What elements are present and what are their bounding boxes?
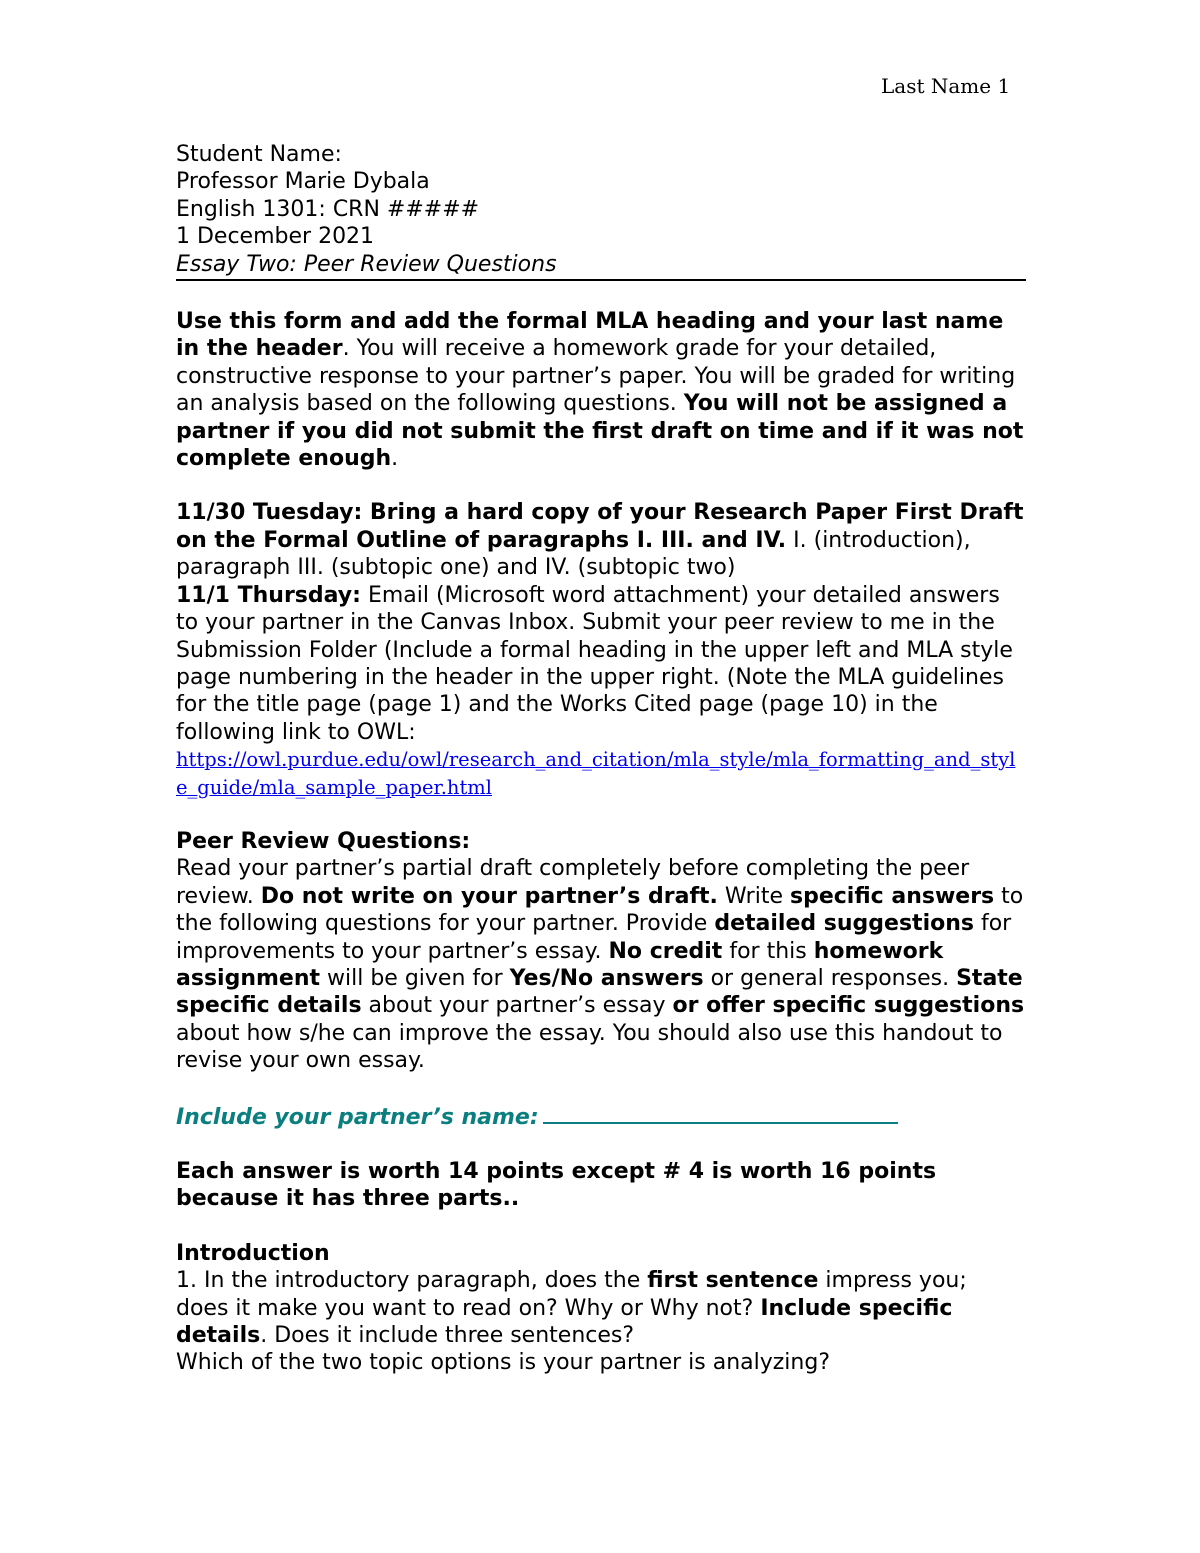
instructions-bold-2: You will not be assigned a partner if you did not submit the first draft on time and if it was not complete enough bbox=[176, 391, 1024, 472]
student-name-line: Student Name: bbox=[176, 142, 342, 167]
schedule-thursday-bold: 11/1 Thursday: bbox=[176, 582, 361, 608]
peer-review-text: about how s/he can improve the essay. You should also use this handout to revise your own essay. bbox=[176, 1020, 1003, 1074]
professor-line: Professor Marie Dybala bbox=[176, 169, 430, 195]
date-line: 1 December 2021 bbox=[176, 224, 375, 250]
question-text: . Does it include three sentences? bbox=[260, 1323, 635, 1349]
points-statement: Each answer is worth 14 points except # 4 is worth 16 points because it has three parts.. bbox=[176, 1159, 937, 1212]
peer-review-bold: specific answers bbox=[790, 883, 995, 909]
peer-review-heading: Peer Review Questions: bbox=[176, 828, 471, 854]
peer-review-text: for improvements to your partner’s essay. bbox=[176, 911, 1012, 964]
owl-link[interactable]: https://owl.purdue.edu/owl/research_and_citation/mla_style/mla_formatting_and_style_guide/mla_sample_paper.html bbox=[176, 748, 1016, 799]
partner-name-line bbox=[176, 1102, 1026, 1131]
peer-review-bold: detailed suggestions bbox=[714, 911, 974, 937]
schedule-tuesday-text: I. (introduction), paragraph III. (subtopic one) and IV. (subtopic two) bbox=[176, 527, 971, 581]
spacer bbox=[176, 1213, 1026, 1240]
peer-review-text: Read your partner’s partial draft completely before completing the peer review. bbox=[176, 856, 970, 909]
question-text: 1. In the introductory paragraph, does the bbox=[176, 1268, 648, 1294]
instructions-text-1: . You will receive a homework grade for your detailed, constructive response to your partner’s paper. You will be graded for writing an analysis based on the following questions. bbox=[176, 336, 1016, 417]
peer-review-text: for this bbox=[722, 938, 814, 964]
question-bold: Include specific details bbox=[176, 1295, 953, 1349]
page-header-label: Last Name 1 bbox=[881, 74, 1011, 98]
peer-review-text: or general responses. bbox=[703, 965, 957, 991]
peer-review-text: Write bbox=[717, 883, 790, 909]
spacer bbox=[176, 1075, 1026, 1102]
peer-review-bold: homework assignment bbox=[176, 938, 944, 991]
peer-review-bold: State specific details bbox=[176, 965, 1023, 1019]
question-text: impress you; does it make you want to read on? Why or Why not? bbox=[176, 1268, 967, 1321]
peer-review-bold: or offer specific suggestions bbox=[672, 993, 1025, 1019]
question-text: Which of the two topic options is your partner is analyzing? bbox=[176, 1350, 830, 1376]
essay-title: Essay Two: Peer Review Questions bbox=[176, 251, 557, 277]
instructions-text-2: . bbox=[391, 446, 399, 472]
mla-heading bbox=[176, 141, 1026, 281]
document-body bbox=[176, 141, 1026, 1377]
instructions-bold-1: Use this form and add the formal MLA heading and your last name in the header bbox=[176, 309, 1004, 362]
peer-review-bold: Do not write on your partner’s draft. bbox=[260, 883, 718, 909]
spacer bbox=[176, 1131, 1026, 1158]
schedule-tuesday-bold: 11/30 Tuesday: Bring a hard copy of your Research Paper First Draft on the Formal Outline of paragraphs I. III. and IV. bbox=[176, 500, 1024, 553]
partner-name-label: Include your partner’s name: bbox=[176, 1104, 539, 1130]
peer-review-text: about your partner’s essay bbox=[361, 993, 673, 1019]
schedule-paragraph bbox=[176, 499, 1026, 800]
peer-review-bold: No credit bbox=[608, 938, 723, 964]
question-bold: first sentence bbox=[647, 1268, 819, 1294]
partner-name-blank[interactable] bbox=[543, 1102, 898, 1124]
peer-review-text: will be given for bbox=[320, 965, 510, 991]
spacer bbox=[176, 472, 1026, 499]
peer-review-paragraph bbox=[176, 828, 1026, 1075]
instructions-paragraph bbox=[176, 308, 1026, 472]
peer-review-text: to the following questions for your partner. Provide bbox=[176, 883, 1024, 937]
course-line: English 1301: CRN ##### bbox=[176, 196, 480, 222]
introduction-heading: Introduction bbox=[176, 1240, 330, 1266]
peer-review-bold: Yes/No answers bbox=[509, 965, 704, 991]
introduction-section bbox=[176, 1240, 1026, 1377]
spacer bbox=[176, 801, 1026, 828]
schedule-thursday-text: Email (Microsoft word attachment) your detailed answers to your partner in the Canvas Inbox. Submit your peer review to me in the Submission Folder (Include a formal heading in the upper left and MLA style page numbering in the header in the upper right. (Note the MLA guidelines for the title page (page 1) and the Works Cited page (page 10) in the following link to OWL: bbox=[176, 582, 1013, 745]
spacer bbox=[176, 281, 1026, 308]
